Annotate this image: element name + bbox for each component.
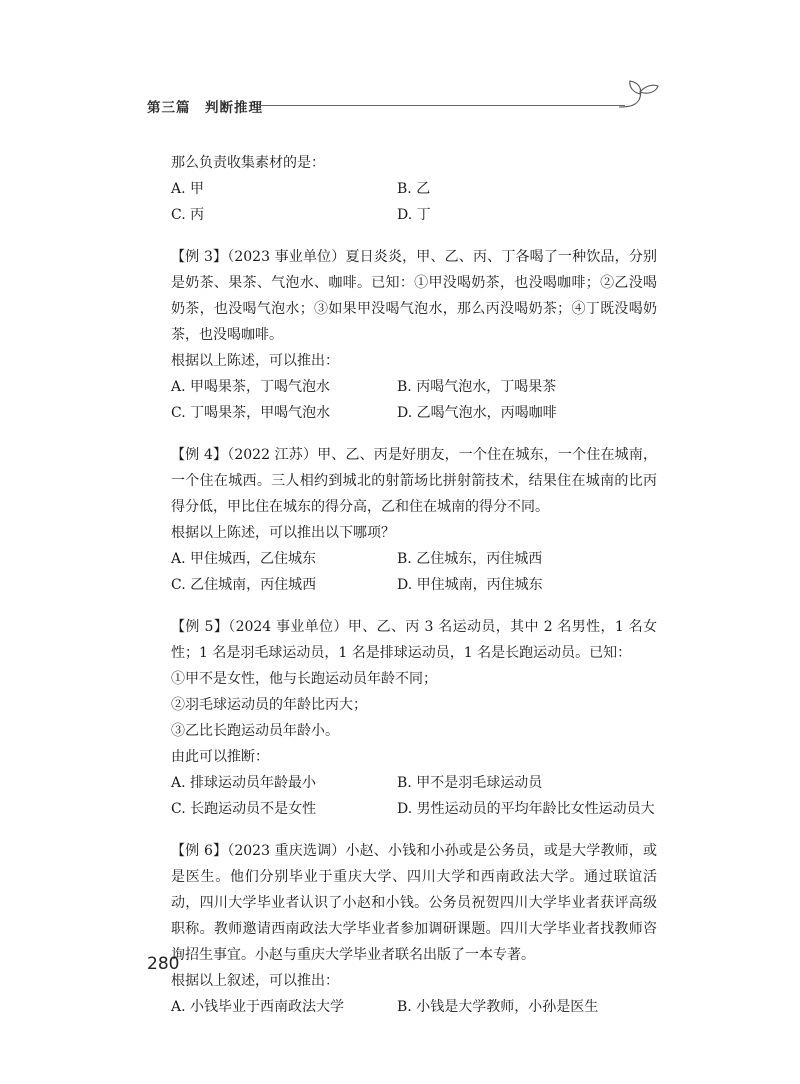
option-b: B. 小钱是大学教师，小孙是医生	[397, 999, 599, 1015]
page-content	[147, 150, 657, 1020]
option-a: A. 小钱毕业于西南政法大学	[171, 999, 345, 1015]
page-number: 280	[147, 954, 180, 974]
options-grid	[147, 374, 657, 426]
option-d: D. 乙喝气泡水，丙喝咖啡	[397, 405, 557, 421]
option-b: B. 甲不是羽毛球运动员	[397, 775, 543, 791]
example-6	[147, 838, 657, 1020]
option-a: A. 甲	[171, 181, 205, 197]
condition-1: ①甲不是女性，他与长跑运动员年龄不同；	[171, 671, 437, 687]
option-a: A. 甲喝果茶，丁喝气泡水	[171, 379, 331, 395]
question-stem: 那么负责收集素材的是：	[171, 155, 325, 171]
sprout-leaf-icon	[617, 80, 661, 112]
example-source: （2022 江苏）	[227, 447, 318, 463]
options-grid	[147, 770, 657, 822]
option-c: C. 乙住城南，丙住城西	[171, 577, 317, 593]
example-body	[147, 838, 657, 968]
example-3	[147, 244, 657, 426]
option-b: B. 丙喝气泡水，丁喝果茶	[397, 379, 557, 395]
example-text: 甲、乙、丙 3 名运动员，其中 2 名男性，1 名女性；1 名是羽毛球运动员，1 名是排球运动员，1 名是长跑运动员。已知：	[171, 619, 657, 661]
options-grid	[147, 176, 657, 228]
example-text: 甲、乙、丙是好朋友，一个住在城东，一个住在城南，一个住在城西。三人相约到城北的射箭场比拼射箭技术，结果住在城南的比丙得分低，甲比住在城东的得分高，乙和住在城南的得分不同。	[171, 447, 657, 515]
example-text: 小赵、小钱和小孙或是公务员，或是大学教师，或是医生。他们分别毕业于重庆大学、四川大学和西南政法大学。通过联谊活动，四川大学毕业者认识了小赵和小钱。公务员祝贺四川大学毕业者获评高级职称。教师邀请西南政法大学毕业者参加调研课题。四川大学毕业者找教师咨询招生事宜。小赵与重庆大学毕业者联名出版了一本专著。	[171, 843, 657, 963]
options-grid	[147, 546, 657, 598]
example-source: （2023 重庆选调）	[227, 843, 346, 859]
option-c: C. 丙	[171, 207, 205, 223]
example-5	[147, 614, 657, 822]
condition-3: ③乙比长跑运动员年龄小。	[171, 723, 339, 739]
example-source: （2023 事业单位）	[227, 249, 346, 265]
running-header	[147, 96, 667, 120]
option-b: B. 乙住城东，丙住城西	[397, 551, 543, 567]
condition-2: ②羽毛球运动员的年龄比丙大；	[171, 697, 367, 713]
example-tag: 【例 6】	[171, 843, 228, 859]
option-c: C. 丁喝果茶，甲喝气泡水	[171, 405, 331, 421]
header-rule	[259, 105, 625, 106]
option-a: A. 排球运动员年龄最小	[171, 775, 317, 791]
option-d: D. 甲住城南，丙住城东	[397, 577, 543, 593]
example-tag: 【例 4】	[171, 447, 228, 463]
option-c: C. 长跑运动员不是女性	[171, 801, 317, 817]
example-text: 夏日炎炎，甲、乙、丙、丁各喝了一种饮品，分别是奶茶、果茶、气泡水、咖啡。已知：①甲没喝奶茶，也没喝咖啡；②乙没喝奶茶，也没喝气泡水；③如果甲没喝气泡水，那么丙没喝奶茶；④丁既没喝奶茶，也没喝咖啡。	[171, 249, 657, 343]
example-source: （2024 事业单位）	[228, 619, 348, 635]
question-stem: 根据以上陈述，可以推出：	[171, 353, 339, 369]
question-stem: 由此可以推断：	[171, 749, 269, 765]
section-title: 第三篇 判断推理	[147, 100, 263, 116]
option-d: D. 男性运动员的平均年龄比女性运动员大	[397, 801, 655, 817]
options-grid	[147, 994, 657, 1020]
example-body	[147, 244, 657, 348]
option-d: D. 丁	[397, 207, 431, 223]
example-body	[147, 442, 657, 520]
option-a: A. 甲住城西，乙住城东	[171, 551, 317, 567]
question-stem: 根据以上陈述，可以推出以下哪项？	[171, 525, 395, 541]
option-b: B. 乙	[397, 181, 431, 197]
example-body	[147, 614, 657, 666]
example-tag: 【例 5】	[171, 619, 229, 635]
question-stem: 根据以上叙述，可以推出：	[171, 973, 339, 989]
example-tag: 【例 3】	[171, 249, 228, 265]
example-4	[147, 442, 657, 598]
